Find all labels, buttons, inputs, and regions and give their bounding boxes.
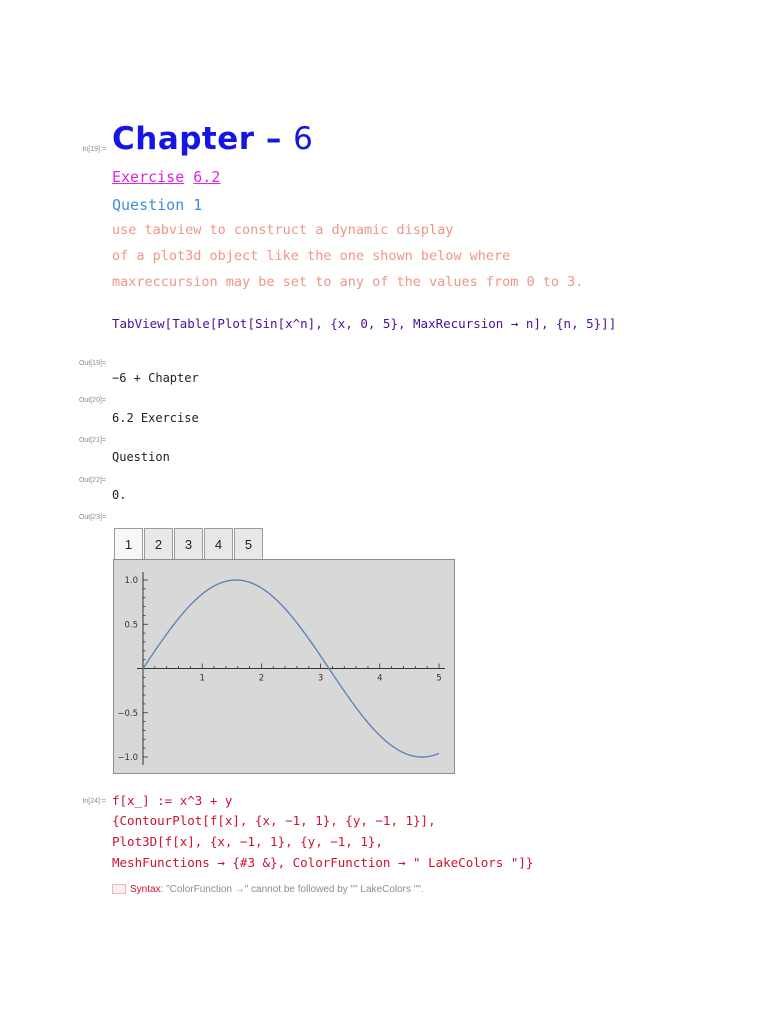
input-cell-label: In[19]:= — [82, 146, 106, 153]
chapter-separator: – — [254, 121, 294, 157]
output-text: −6 + Chapter — [112, 371, 199, 385]
tabview-tab-bar — [114, 528, 264, 560]
code-line[interactable]: MeshFunctions → {#3 &}, ColorFunction → " LakeColors "]} — [112, 855, 534, 870]
y-tick-label: −0.5 — [117, 708, 138, 719]
y-tick-label: 1.0 — [124, 576, 138, 586]
question-heading[interactable]: Question 1 — [112, 196, 203, 214]
exercise-word: Exercise — [112, 168, 185, 186]
plot-panel — [113, 559, 455, 774]
output-text: Question — [112, 450, 170, 464]
syntax-error-message — [112, 884, 424, 895]
description-line[interactable]: maxreccursion may be set to any of the values from 0 to 3. — [112, 274, 584, 290]
error-icon — [112, 884, 126, 894]
output-text: 6.2 Exercise — [112, 411, 199, 425]
output-cell-label: Out[23]= — [78, 514, 106, 521]
y-tick-label: 0.5 — [124, 620, 138, 631]
code-line[interactable]: f[x_] := x^3 + y — [112, 793, 233, 808]
tab-3[interactable]: 3 — [174, 528, 203, 559]
exercise-number: 6.2 — [193, 168, 221, 186]
x-tick-label: 3 — [317, 673, 324, 684]
output-text: 0. — [112, 488, 127, 502]
syntax-text: : "ColorFunction →" cannot be followed by "" LakeColors "". — [160, 884, 424, 895]
tab-4[interactable]: 4 — [204, 528, 233, 559]
code-line[interactable]: Plot3D[f[x], {x, −1, 1}, {y, −1, 1}, — [112, 834, 383, 849]
sine-plot — [114, 560, 454, 773]
output-cell-label: Out[19]= — [78, 360, 106, 367]
x-tick-label: 5 — [436, 673, 442, 684]
output-cell-label: Out[22]= — [78, 477, 106, 484]
tab-5[interactable]: 5 — [234, 528, 263, 559]
description-line[interactable]: of a plot3d object like the one shown below where — [112, 248, 511, 264]
chapter-number: 6 — [293, 121, 314, 157]
exercise-heading[interactable] — [112, 168, 220, 186]
y-tick-label: −1.0 — [117, 753, 138, 763]
chapter-title[interactable] — [112, 121, 313, 157]
x-tick-label: 2 — [258, 673, 265, 684]
tab-1[interactable]: 1 — [114, 528, 143, 560]
output-cell-label: Out[21]= — [78, 437, 106, 444]
description-line[interactable]: use tabview to construct a dynamic display — [112, 222, 454, 238]
tabview-input-code[interactable]: TabView[Table[Plot[Sin[x^n], {x, 0, 5}, MaxRecursion → n], {n, 5}]] — [112, 316, 617, 331]
syntax-label: Syntax — [130, 884, 161, 895]
x-tick-label: 1 — [199, 673, 205, 684]
x-tick-label: 4 — [377, 673, 383, 684]
output-cell-label: Out[20]= — [78, 397, 106, 404]
tab-2[interactable]: 2 — [144, 528, 173, 559]
chapter-word: Chapter — [112, 121, 255, 157]
input-cell-label: In[24]:= — [82, 798, 106, 805]
code-line[interactable]: {ContourPlot[f[x], {x, −1, 1}, {y, −1, 1}], — [112, 813, 436, 828]
